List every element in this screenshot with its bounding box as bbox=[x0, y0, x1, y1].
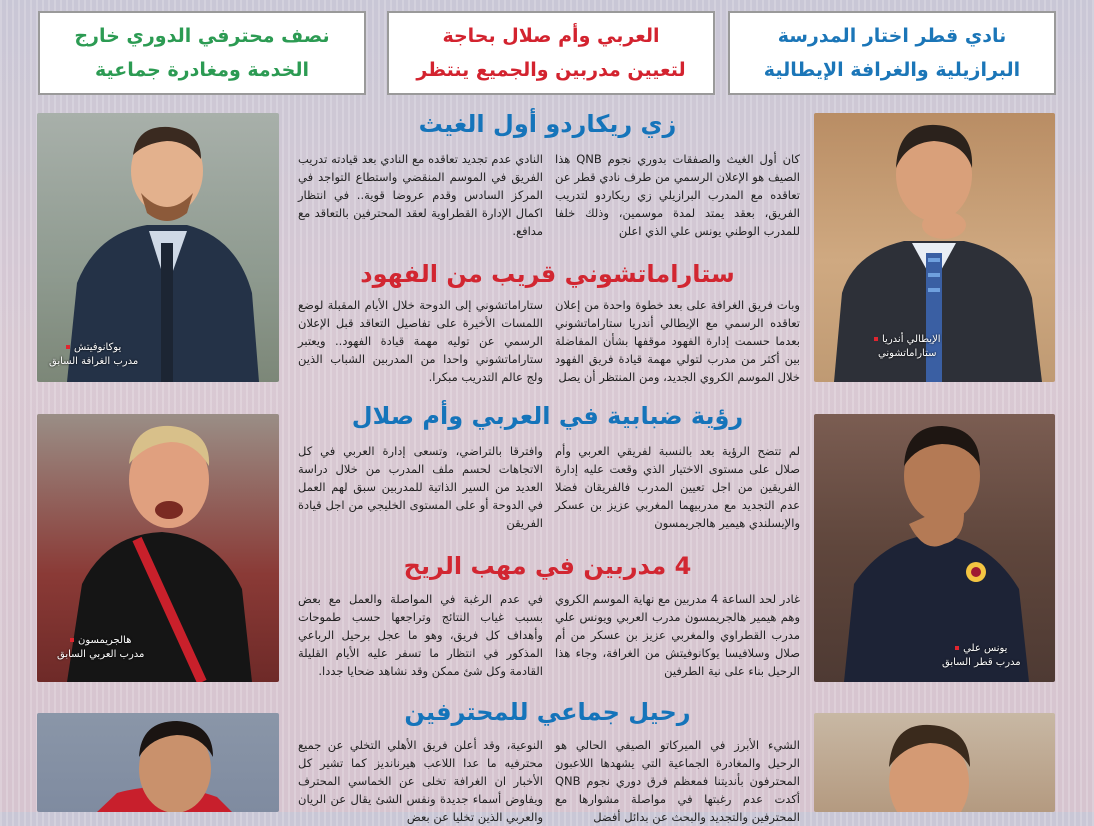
caption-younes-line1: يونس علي bbox=[942, 642, 1021, 656]
photo-hallgrimsson bbox=[37, 414, 279, 682]
headline-box-qatar bbox=[728, 11, 1056, 95]
player-figure-icon bbox=[814, 713, 1055, 812]
photo-bottom-left bbox=[37, 713, 279, 812]
headline-pros-line2: الخدمة ومغادرة جماعية bbox=[95, 59, 309, 81]
headline-qatar-line2: البرازيلية والغرافة الإيطالية bbox=[763, 59, 1021, 81]
caption-stramaccioni bbox=[874, 333, 941, 361]
photo-younes-ali bbox=[814, 414, 1055, 682]
caption-hallgrimsson-line2: مدرب العربي السابق bbox=[57, 649, 145, 660]
heading-exodus: رحيل جماعي للمحترفين bbox=[404, 698, 691, 726]
caption-jokanovic bbox=[49, 341, 138, 369]
article-ricardo-col-left: النادي عدم تجديد تعاقده مع النادي بعد قيادته تدريب الفريق في الموسم المنقضي واستطاع التواجد في المركز السادس وقدم عروضا قوية.. في انتظار اكمال الإدارة القطراوية لعقد المحترفين بالتعاقد مع مدافع. bbox=[298, 152, 543, 238]
headline-box-arabi bbox=[387, 11, 715, 95]
headline-qatar-line1: نادي قطر اختار المدرسة bbox=[777, 25, 1007, 47]
caption-jokanovic-line2: مدرب الغرافة السابق bbox=[49, 356, 139, 367]
headline-arabi-line1: العربي وأم صلال بحاجة bbox=[442, 25, 660, 47]
article-stramaccioni-col-right: وبات فريق الغرافة على بعد خطوة واحدة من إعلان تعاقده الرسمي مع الإيطالي أندريا ستاراماتشوني بعدما حسمت إدارة الفهود موقفها بشأن المفاضلة بين أكثر من مدرب لتولي مهمة قيادة فريق الفهود خلال الموسم الكروي الجديد، ومن المنتظر أن يصل bbox=[555, 298, 800, 384]
heading-four-coaches: 4 مدربين في مهب الريح bbox=[403, 552, 692, 580]
headline-pros-line1: نصف محترفي الدوري خارج bbox=[74, 25, 330, 47]
article-foggy-col-right: لم تتضح الرؤية بعد بالنسبة لفريقي العربي وأم صلال على مستوى الاختيار الذي وقعت عليه إدارة الفريقين من اجل تعيين المدرب فالفريقان فضلا عدم التجديد مع مدربيهما المغربي عزيز بن عسكر والإيسلندي هيمير هالجريمسون bbox=[555, 444, 800, 530]
heading-stramaccioni: ستاراماتشوني قريب من الفهود bbox=[360, 260, 735, 288]
article-exodus-col-left: النوعية، وقد أعلن فريق الأهلي التخلي عن جميع محترفيه ما عدا اللاعب هيرنانديز كما تشير كل الأخبار ان الغرافة تخلى عن الخماسي المحترف ويفاوض أسماء جديدة ونفس الشئ يقال عن الريان والعربي الذين تخليا عن بعض bbox=[298, 738, 543, 824]
heading-ricardo: زي ريكاردو أول الغيث bbox=[418, 110, 677, 138]
caption-hallgrimsson bbox=[57, 634, 144, 662]
player-figure-icon bbox=[37, 713, 279, 812]
caption-stramaccioni-line2: ستاراماتشوني bbox=[878, 348, 937, 359]
photo-jokanovic bbox=[37, 113, 279, 382]
article-exodus-col-right: الشيء الأبرز في الميركاتو الصيفي الحالي هو الرحيل والمغادرة الجماعية التي يشهدها اللاعبون المحترفون بأنديتنا فمعظم فرق دوري نجوم QNB أكدت عدم رغبتها في مواصلة مشوارها مع المحترفين والتجديد والبحث عن بدائل أفضل bbox=[555, 738, 800, 824]
caption-younes bbox=[942, 642, 1021, 670]
article-four-col-left: في عدم الرغبة في المواصلة والعمل مع بعض بسبب غياب النتائج وتراجعها حسب طموحات وأهداف كل فريق، وهو ما عجل برحيل الرباعي المذكور في انتظار ما تسفر عليه الأيام القليلة القادمة وكل شئ ممكن وقد نشاهد ضحايا جددا. bbox=[298, 592, 543, 678]
caption-stramaccioni-line1: الإيطالي أندريا bbox=[874, 333, 941, 347]
photo-stramaccioni bbox=[814, 113, 1055, 382]
caption-younes-line2: مدرب قطر السابق bbox=[942, 657, 1021, 668]
photo-bottom-right bbox=[814, 713, 1055, 812]
headline-box-pros bbox=[38, 11, 366, 95]
caption-hallgrimsson-line1: هالجريمسون bbox=[57, 634, 144, 648]
article-foggy-col-left: وافترقا بالتراضي، وتسعى إدارة العربي في كل الاتجاهات لحسم ملف المدرب من خلال دراسة العديد من السير الذاتية للمدربين سبق لهم العمل في الدوحة أو على المستوى الخليجي من اجل قيادة الفريقن bbox=[298, 444, 543, 530]
article-four-col-right: غادر لحد الساعة 4 مدربين مع نهاية الموسم الكروي وهم هيمير هالجريمسون مدرب العربي ويونس علي مدرب القطراوي والمغربي عزيز بن عسكر من أم صلال وسلافيسا يوكانوفيتش من الغرافة، وجاء هذا الرحيل بناء على نية الطرفين bbox=[555, 592, 800, 678]
article-stramaccioni-col-left: ستاراماتشوني إلى الدوحة خلال الأيام المقبلة لوضع اللمسات الأخيرة على تفاصيل التعاقد قبل الإعلان الرسمي عن توليه مهمة قيادة الفهود.. ويعتبر ستاراماتشوني واحدا من المدربين الشباب الذين ولج عالم التدريب مبكرا. bbox=[298, 298, 543, 384]
article-ricardo-col-right: كان أول الغيث والصفقات بدوري نجوم QNB هذا الصيف هو الإعلان الرسمي من طرف نادي قطر عن تعاقده مع المدرب البرازيلي زي ريكاردو لتدريب الفريق، بعقد يمتد لمدة موسمين، وذلك خلفا للمدرب الوطني يونس علي الذي اعلن bbox=[555, 152, 800, 238]
caption-jokanovic-line1: يوكانوفيتش bbox=[49, 341, 138, 355]
heading-foggy-vision: رؤية ضبابية في العربي وأم صلال bbox=[351, 402, 744, 430]
headline-arabi-line2: لتعيين مدربين والجميع ينتظر bbox=[416, 59, 686, 81]
